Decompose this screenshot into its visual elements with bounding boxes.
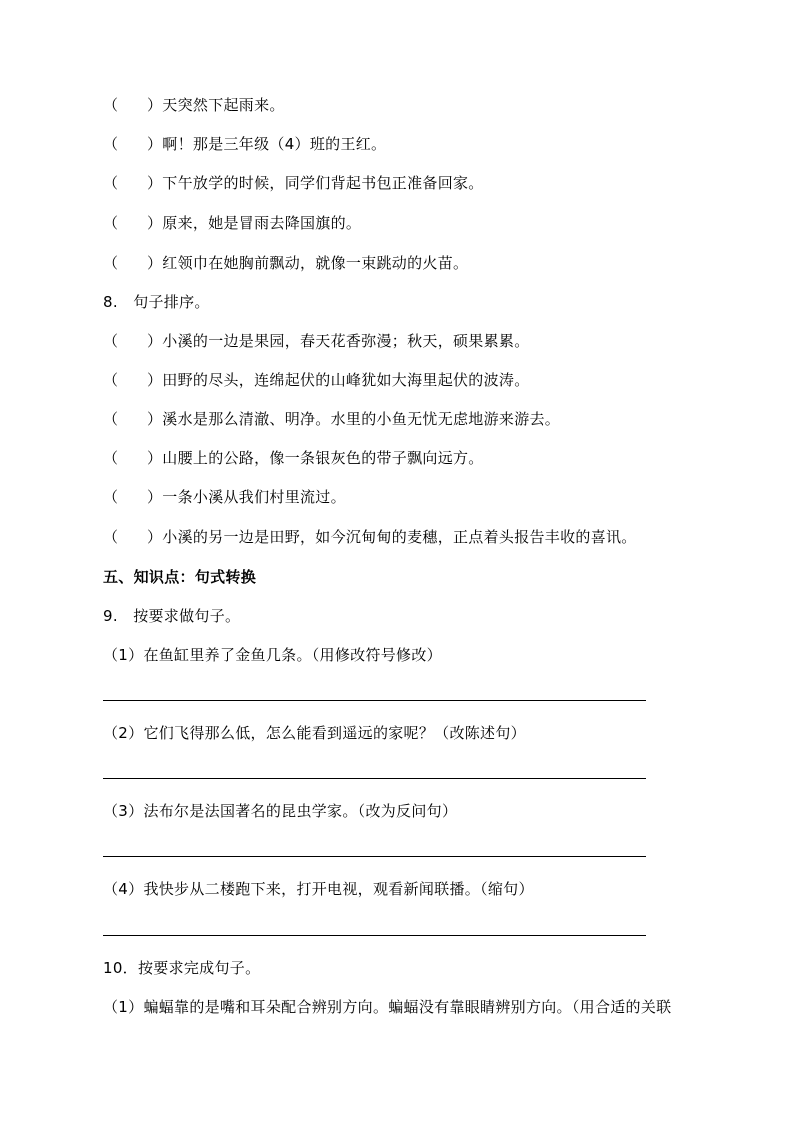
question-9-title: 9. 按要求做句子。 bbox=[103, 607, 241, 625]
question-9-item-4: （4）我快步从二楼跑下来，打开电视，观看新闻联播。（缩句） bbox=[103, 880, 534, 898]
answer-blank-paren[interactable]: （ bbox=[103, 96, 119, 114]
answer-blank-paren[interactable]: （ bbox=[103, 135, 119, 153]
order-item: （ ）啊！那是三年级（4）班的王红。 bbox=[103, 135, 387, 153]
answer-blank-paren[interactable]: （ bbox=[103, 488, 119, 506]
answer-blank-paren[interactable]: （ bbox=[103, 371, 119, 389]
question-8-title: 8. 句子排序。 bbox=[103, 293, 210, 311]
answer-blank-paren[interactable]: （ bbox=[103, 254, 119, 272]
answer-line[interactable] bbox=[103, 935, 646, 936]
answer-line[interactable] bbox=[103, 700, 646, 701]
order-item: （ ）红领巾在她胸前飘动，就像一束跳动的火苗。 bbox=[103, 254, 469, 272]
order-item: （ ）原来，她是冒雨去降国旗的。 bbox=[103, 214, 362, 232]
order-item: （ ）小溪的一边是果园，春天花香弥漫；秋天，硕果累累。 bbox=[103, 332, 530, 350]
question-10-title: 10．按要求完成句子。 bbox=[103, 959, 261, 977]
answer-blank-paren[interactable]: （ bbox=[103, 174, 119, 192]
answer-blank-paren[interactable]: （ bbox=[103, 449, 119, 467]
section-heading: 五、知识点：句式转换 bbox=[103, 568, 257, 586]
answer-line[interactable] bbox=[103, 856, 646, 857]
order-item: （ ）小溪的另一边是田野，如今沉甸甸的麦穗，正点着头报告丰收的喜讯。 bbox=[103, 528, 637, 546]
order-item: （ ）一条小溪从我们村里流过。 bbox=[103, 488, 346, 506]
answer-blank-paren[interactable]: （ bbox=[103, 410, 119, 428]
question-9-item-2: （2）它们飞得那么低，怎么能看到遥远的家呢？（改陈述句） bbox=[103, 724, 526, 742]
order-item: （ ）田野的尽头，连绵起伏的山峰犹如大海里起伏的波涛。 bbox=[103, 371, 530, 389]
question-10-item-1: （1）蝙蝠靠的是嘴和耳朵配合辨别方向。蝙蝠没有靠眼睛辨别方向。（用合适的关联 bbox=[103, 998, 672, 1016]
question-9-item-3: （3）法布尔是法国著名的昆虫学家。（改为反问句） bbox=[103, 802, 458, 820]
answer-line[interactable] bbox=[103, 778, 646, 779]
order-item: （ ）下午放学的时候，同学们背起书包正准备回家。 bbox=[103, 174, 484, 192]
order-item: （ ）天突然下起雨来。 bbox=[103, 96, 285, 114]
answer-blank-paren[interactable]: （ bbox=[103, 528, 119, 546]
answer-blank-paren[interactable]: （ bbox=[103, 332, 119, 350]
question-9-item-1: （1）在鱼缸里养了金鱼几条。（用修改符号修改） bbox=[103, 646, 442, 664]
answer-blank-paren[interactable]: （ bbox=[103, 214, 119, 232]
order-item: （ ）山腰上的公路，像一条银灰色的带子飘向远方。 bbox=[103, 449, 484, 467]
order-item: （ ）溪水是那么清澈、明净。水里的小鱼无忧无虑地游来游去。 bbox=[103, 410, 561, 428]
